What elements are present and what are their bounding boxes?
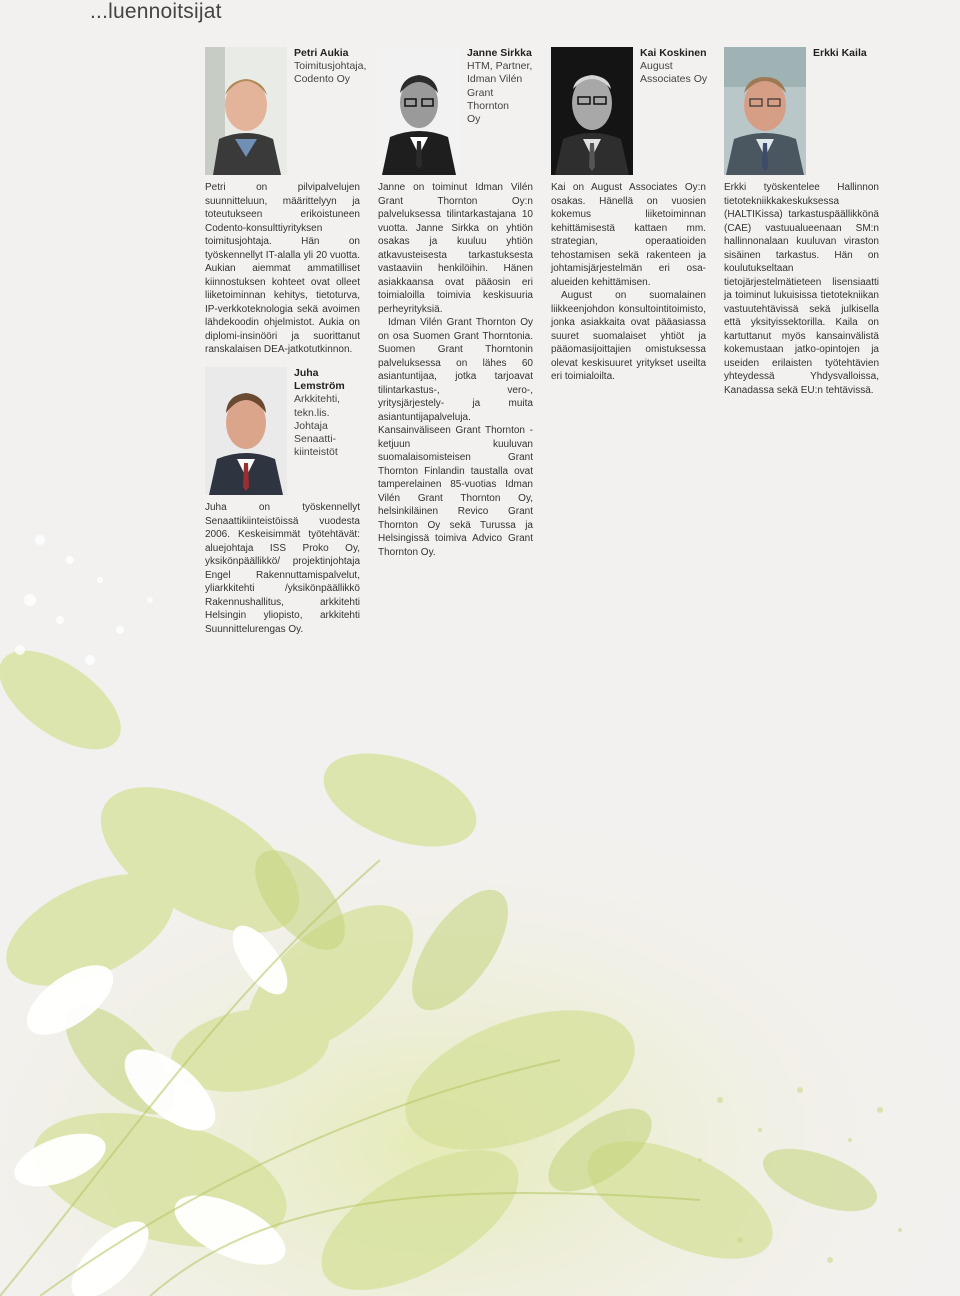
speaker-title-line: kiinteistöt bbox=[294, 446, 338, 459]
speaker-title-line: Codento Oy bbox=[294, 73, 351, 86]
speaker-name: Janne Sirkka bbox=[467, 47, 532, 59]
speaker-card-kai-koskinen bbox=[551, 47, 708, 382]
speaker-card-janne-sirkka bbox=[378, 47, 533, 558]
speaker-photo bbox=[378, 47, 460, 175]
bio-paragraph: Janne on toiminut Idman Vilén Grant Thornton Oy:n palveluksessa tilintarkastajana 10 vuotta. Janne Sirkka on yhtiön osakas ja kuuluu yhtiön atkavusteisesta tarkastuksesta vastaaviin henkilöihin. Hänen asiakkaansa ovat pääosin eri toimialoilla toimivia keskisuuria perheyrityksiä. bbox=[378, 182, 533, 315]
speaker-bio bbox=[205, 501, 360, 636]
speaker-title-line: August bbox=[640, 60, 673, 73]
speaker-title-line: HTM, Partner, bbox=[467, 60, 533, 73]
bio-paragraph: Erkki työskentelee Hallinnon tietotekniikkakeskuksessa (HALTIKissa) tarkastuspäällikkönä (CAE) vastuualueenaan SM:n hallinnonalaan kuuluvan viraston sisäinen tarkastus. Hän on koulutukseltaan tietojärjestelmätieteen lisensiaatti ja toiminut lukuisissa tietotekniikan vastuutehtävissä sekä julkisella että yksityissektorilla. Kaila on kartuttanut myös kansainvälistä kokemustaan jatko-opintojen ja useiden erilaisten työtehtävien yhteydessä Yhdysvalloissa, Kanadassa sekä EU:n tehtävissä. bbox=[724, 182, 879, 396]
speaker-header bbox=[640, 47, 710, 87]
speaker-name: Kai Koskinen bbox=[640, 47, 707, 59]
speaker-photo bbox=[724, 47, 806, 175]
speaker-title-line: Johtaja bbox=[294, 419, 328, 432]
speaker-photo bbox=[205, 367, 287, 495]
speaker-title-line: Idman Vilén bbox=[467, 73, 523, 86]
speaker-title-line: Associates Oy bbox=[640, 73, 708, 86]
speaker-card-petri-aukia bbox=[205, 47, 367, 355]
bio-paragraph: Juha on työskennellyt Senaattikiinteistöissä vuodesta 2006. Keskeisimmät työtehtävät: aluejohtaja ISS Proko Oy, yksikönpäällikkö/ projektinjohtaja Engel Rakennuttamispalvelut, yliarkkitehti /yksikönpäällikkö Rakennushallitus, arkkitehti Helsingin yliopisto, arkkitehti Suunnittelurengas Oy. bbox=[205, 502, 360, 635]
speaker-photo bbox=[205, 47, 287, 175]
speaker-title-line: Toimitusjohtaja, bbox=[294, 60, 367, 73]
speaker-title-line: tekn.lis. bbox=[294, 406, 330, 419]
speaker-bio bbox=[378, 181, 533, 559]
page-title: ...luennoitsijat bbox=[90, 0, 222, 23]
speaker-bio bbox=[205, 181, 360, 357]
speaker-title-line: Arkkitehti, bbox=[294, 393, 341, 406]
speaker-header bbox=[294, 367, 360, 459]
speaker-name: Juha bbox=[294, 367, 319, 379]
bio-paragraph: Idman Vilén Grant Thornton Oy on osa Suomen Grant Thorntonia. Suomen Grant Thorntonin palveluksessa on lähes 60 asiantuntijaa, jotka tarjoavat tilintarkastus-, vero-, yritysjärjestely- ja muita asiantuntijapalveluja. Kansainväliseen Grant Thornton -ketjuun kuuluvan suomalaisomisteisen Grant Thornton Finlandin taustalla ovat tamperelainen 85-vuotias Idman Vilén Grant Thornton Oy, helsinkiläinen Revico Grant Thornton Oy sekä Turussa ja Helsingissä toimiva Advico Grant Thornton Oy. bbox=[378, 317, 533, 558]
speaker-header bbox=[294, 47, 367, 87]
speaker-photo bbox=[551, 47, 633, 175]
speaker-bio bbox=[551, 181, 706, 384]
speaker-title-line: Senaatti- bbox=[294, 433, 337, 446]
speaker-bio bbox=[724, 181, 879, 397]
speaker-name: Petri Aukia bbox=[294, 47, 349, 59]
bio-paragraph: August on suomalainen liikkeenjohdon konsultointitoimisto, jonka asiakkaita ovat pääasiassa suuret suomalaiset yhtiöt ja pääomasijoittajien omistuksessa olevat keskisuuret yritykset useilta eri toimialoilta. bbox=[551, 290, 706, 382]
speaker-card-erkki-kaila bbox=[724, 47, 879, 396]
speaker-title-line: Oy bbox=[467, 113, 481, 126]
speaker-header bbox=[813, 47, 883, 60]
speaker-header bbox=[467, 47, 537, 126]
speaker-name: Lemström bbox=[294, 380, 345, 393]
speaker-title-line: Grant Thornton bbox=[467, 86, 510, 112]
bio-paragraph: Kai on August Associates Oy:n osakas. Hänellä on vuosien kokemus liiketoiminnan kehittämisestä kattaen mm. strategian, operaatioiden tehostamisen sekä rakenteen ja johtamisjärjestelmän eri osa-alueiden kehittämisen. bbox=[551, 182, 706, 288]
speaker-name: Erkki Kaila bbox=[813, 47, 867, 59]
bio-paragraph: Petri on pilvipalvelujen suunnitteluun, määrittelyyn ja toteutukseen erikoistuneen Codento-konsulttiyrityksen toimitusjohtaja. Hän on työskennellyt IT-alalla yli 20 vuotta. Aukian aiemmat ammatilliset kiinnostuksen kohteet ovat olleet liiketoiminnan kehitys, tietoturva, IP-verkkoteknologia sekä avoimen lähdekoodin ohjelmistot. Aukia on diplomi-insinööri ja suorittanut ranskalaisen DEA-jatkotutkinnon. bbox=[205, 182, 360, 355]
speaker-card-juha-lemstrom bbox=[205, 367, 360, 635]
